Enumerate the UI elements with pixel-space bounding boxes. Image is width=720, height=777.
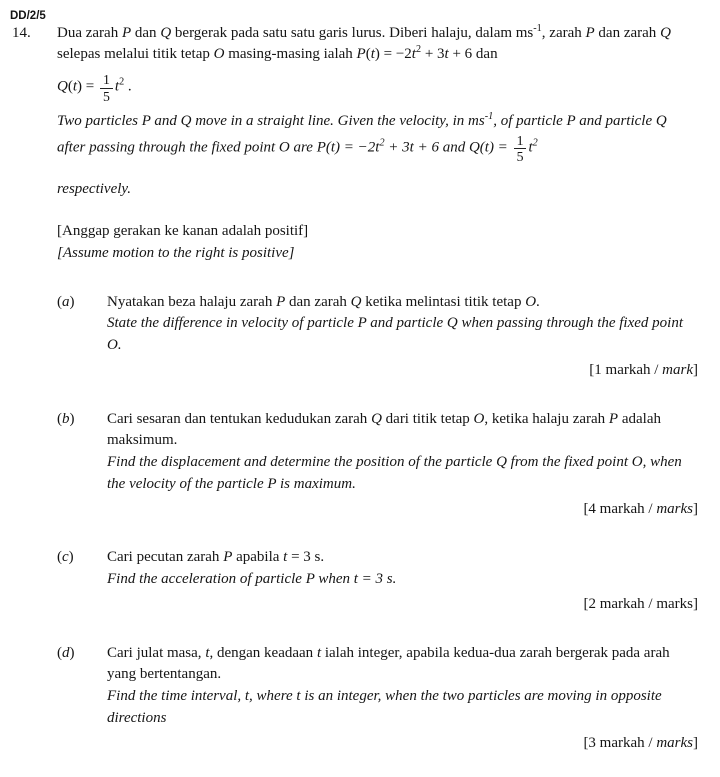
part-c xyxy=(57,547,698,615)
part-b-malay: Cari sesaran dan tentukan kedudukan zarah Q dari titik tetap O, ketika halaju zarah P adalah maksimum. xyxy=(107,410,661,449)
part-a-malay: Nyatakan beza halaju zarah P dan zarah Q ketika melintasi titik tetap O. xyxy=(107,293,540,310)
part-a-english: State the difference in velocity of particle P and particle Q when passing through the fixed point O. xyxy=(107,315,683,354)
question-number: 14. xyxy=(12,24,31,41)
part-c-marks: [2 markah / marks] xyxy=(583,595,698,612)
part-d-text xyxy=(107,643,698,755)
part-d xyxy=(57,643,698,755)
question-body xyxy=(57,23,698,755)
part-b-label: (b) xyxy=(57,410,75,427)
part-b-marks: [4 markah / marks] xyxy=(583,500,698,517)
stem-english: Two particles P and Q move in a straight line. Given the velocity, in $ms^{-1}$, of particle P and particle Q after passing through the fixed point O are $P(t) = -2t^2 + 3t + 6$ and Q(t) = $\frac{1}{5}$ $t^2$ xyxy=(57,110,667,165)
stem-english-tail: respectively. xyxy=(57,181,131,198)
part-a-label: (a) xyxy=(57,293,75,310)
part-d-label: (d) xyxy=(57,644,75,661)
part-c-malay: Cari pecutan zarah P apabila t = 3 s. xyxy=(107,549,325,566)
part-b-text xyxy=(107,409,698,521)
doc-code: DD/2/5 xyxy=(10,10,46,22)
part-c-label: (c) xyxy=(57,549,74,566)
stem-equation: Q(t) = $\frac{1}{5}$ $t^2$ . xyxy=(57,72,132,104)
part-a-marks: [1 markah / mark] xyxy=(589,361,698,378)
stem-malay: Dua zarah P dan Q bergerak pada satu satu garis lurus. Diberi halaju, dalam $ms^{-1}$, zarah P dan zarah Q selepas melalui titik tetap O masing-masing ialah $P(t) = -2t^2 + 3t + 6$ dan xyxy=(57,22,671,63)
part-c-text xyxy=(107,547,698,615)
part-d-malay: Cari julat masa, t, dengan keadaan t ialah integer, apabila kedua-dua zarah bergerak pada arah yang bertentangan. xyxy=(107,644,670,683)
part-b-english: Find the displacement and determine the position of the particle Q from the fixed point O, when the velocity of the particle P is maximum. xyxy=(107,454,682,492)
part-a xyxy=(57,292,698,382)
part-d-marks: [3 markah / marks] xyxy=(583,734,698,751)
part-b xyxy=(57,409,698,521)
part-d-english: Find the time interval, t, where t is an integer, when the two particles are moving in opposite directions xyxy=(107,688,662,726)
assumption-english: [Assume motion to the right is positive] xyxy=(57,244,295,261)
part-c-english: Find the acceleration of particle P when t = 3 s. xyxy=(107,571,397,588)
part-a-text xyxy=(107,292,698,382)
assumption-malay: [Anggap gerakan ke kanan adalah positif] xyxy=(57,223,309,240)
question-block xyxy=(10,23,698,755)
